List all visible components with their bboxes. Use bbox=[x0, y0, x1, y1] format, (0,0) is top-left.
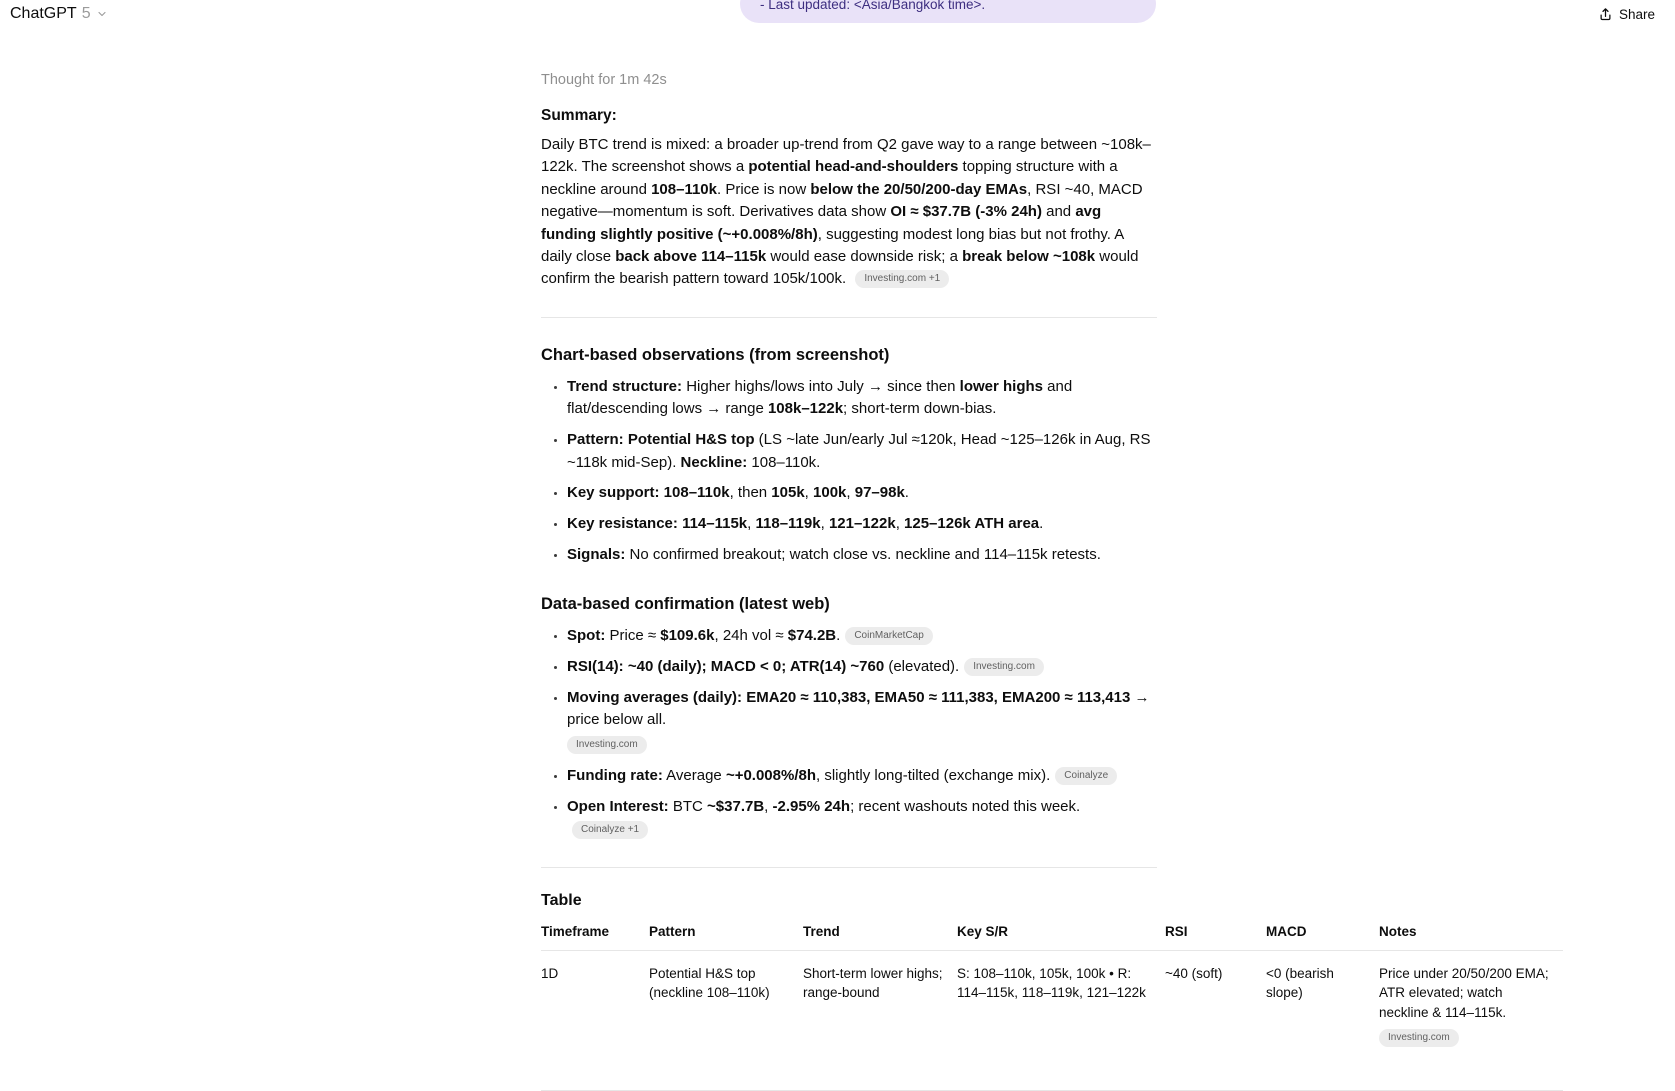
list-item bbox=[567, 513, 1157, 535]
column-header: Notes bbox=[1379, 924, 1563, 951]
cell-trend: Short-term lower highs; range-bound bbox=[803, 950, 957, 1090]
user-message-bubble bbox=[740, 0, 1156, 23]
assistant-response bbox=[541, 70, 1549, 1091]
summary-heading: Summary: bbox=[541, 107, 617, 124]
list-item bbox=[567, 376, 1157, 421]
chevron-down-icon bbox=[96, 8, 108, 20]
source-badge[interactable]: CoinMarketCap bbox=[845, 627, 932, 645]
app-name: ChatGPT bbox=[10, 5, 77, 22]
list-item bbox=[567, 687, 1157, 757]
bullet-text: Trend structure: Higher highs/lows into July → since then lower highs and flat/descending lows → range 108k–122k; short-term down-bias. bbox=[567, 377, 1073, 418]
cell-notes bbox=[1379, 950, 1563, 1090]
bullet-text: Key resistance: 114–115k, 118–119k, 121–122k, 125–126k ATH area. bbox=[567, 515, 1044, 533]
bullet-text: Open Interest: BTC ~$37.7B, -2.95% 24h; recent washouts noted this week. bbox=[567, 798, 1081, 816]
bullet-text: Moving averages (daily): EMA20 ≈ 110,383, EMA50 ≈ 111,383, EMA200 ≈ 113,413 → price below all. bbox=[567, 688, 1150, 728]
badge-line bbox=[567, 734, 1157, 756]
list-item bbox=[567, 656, 1157, 678]
column-header: Timeframe bbox=[541, 924, 649, 951]
cell-macd: <0 (bearish slope) bbox=[1266, 950, 1379, 1090]
divider bbox=[541, 317, 1157, 318]
cell-rsi: ~40 (soft) bbox=[1165, 950, 1266, 1090]
list-item bbox=[567, 625, 1157, 647]
data-confirmation-heading: Data-based confirmation (latest web) bbox=[541, 594, 830, 613]
model-selector[interactable] bbox=[10, 5, 108, 23]
divider bbox=[541, 867, 1157, 868]
bullet-text: Spot: Price ≈ $109.6k, 24h vol ≈ $74.2B. bbox=[567, 626, 841, 644]
analysis-table bbox=[541, 924, 1563, 1091]
bullet-text: Key support: 108–110k, then 105k, 100k, 97–98k. bbox=[567, 484, 909, 502]
source-badge[interactable]: Investing.com bbox=[567, 736, 647, 754]
summary-text: Daily BTC trend is mixed: a broader up-trend from Q2 gave way to a range between ~108k–122k. The screenshot shows a potential head-and-shoulders topping structure with a neckline around 108–110k. Price is now below the 20/50/200-day EMAs, RSI ~40, MACD negative—momentum is soft. Derivatives data show OI ≈ $37.7B (-3% 24h) and avg funding slightly positive (~+0.008%/8h), suggesting modest long bias but not frothy. A daily close back above 114–115k would ease downside risk; a break below ~108k would confirm the bearish pattern toward 105k/100k. bbox=[541, 136, 1151, 288]
bullet-text: RSI(14): ~40 (daily); MACD < 0; ATR(14) ~760 (elevated). bbox=[567, 657, 960, 675]
source-badge[interactable]: Investing.com +1 bbox=[855, 270, 949, 288]
column-header: Trend bbox=[803, 924, 957, 951]
table-row bbox=[541, 950, 1563, 1090]
summary-paragraph bbox=[541, 134, 1157, 291]
share-button[interactable] bbox=[1592, 4, 1661, 25]
thought-duration[interactable]: Thought for 1m 42s bbox=[541, 72, 667, 88]
chart-observations-heading: Chart-based observations (from screenshot) bbox=[541, 345, 890, 364]
cell-timeframe: 1D bbox=[541, 950, 649, 1090]
table-header-row bbox=[541, 924, 1563, 951]
list-item bbox=[567, 482, 1157, 504]
cell-pattern: Potential H&S top (neckline 108–110k) bbox=[649, 950, 803, 1090]
chart-observations-list bbox=[541, 376, 1157, 567]
data-confirmation-list bbox=[541, 625, 1157, 841]
source-badge[interactable]: Coinalyze +1 bbox=[572, 821, 648, 839]
list-item bbox=[567, 796, 1157, 841]
bullet-text: Funding rate: Average ~+0.008%/8h, slightly long-tilted (exchange mix). bbox=[567, 767, 1051, 785]
bullet-text: Signals: No confirmed breakout; watch close vs. neckline and 114–115k retests. bbox=[567, 546, 1101, 564]
table-heading: Table bbox=[541, 891, 582, 909]
source-badge[interactable]: Investing.com bbox=[1379, 1029, 1459, 1047]
share-label: Share bbox=[1618, 7, 1655, 22]
source-badge[interactable]: Investing.com bbox=[964, 658, 1044, 676]
column-header: Key S/R bbox=[957, 924, 1165, 951]
list-item bbox=[567, 765, 1157, 787]
user-message-text: - Last updated: <Asia/Bangkok time>. bbox=[760, 0, 986, 12]
column-header: MACD bbox=[1266, 924, 1379, 951]
bullet-text: Pattern: Potential H&S top (LS ~late Jun/early Jul ≈120k, Head ~125–126k in Aug, RS ~118k mid-Sep). Neckline: 108–110k. bbox=[567, 431, 1151, 471]
cell-key-sr: S: 108–110k, 105k, 100k • R: 114–115k, 118–119k, 121–122k bbox=[957, 950, 1165, 1090]
column-header: Pattern bbox=[649, 924, 803, 951]
model-version: 5 bbox=[81, 5, 91, 22]
table-section bbox=[541, 890, 1563, 1091]
share-icon bbox=[1598, 7, 1613, 22]
notes-text: Price under 20/50/200 EMA; ATR elevated; watch neckline & 114–115k. bbox=[1379, 965, 1549, 1020]
source-badge[interactable]: Coinalyze bbox=[1055, 767, 1117, 785]
list-item bbox=[567, 544, 1157, 566]
column-header: RSI bbox=[1165, 924, 1266, 951]
list-item bbox=[567, 429, 1157, 474]
